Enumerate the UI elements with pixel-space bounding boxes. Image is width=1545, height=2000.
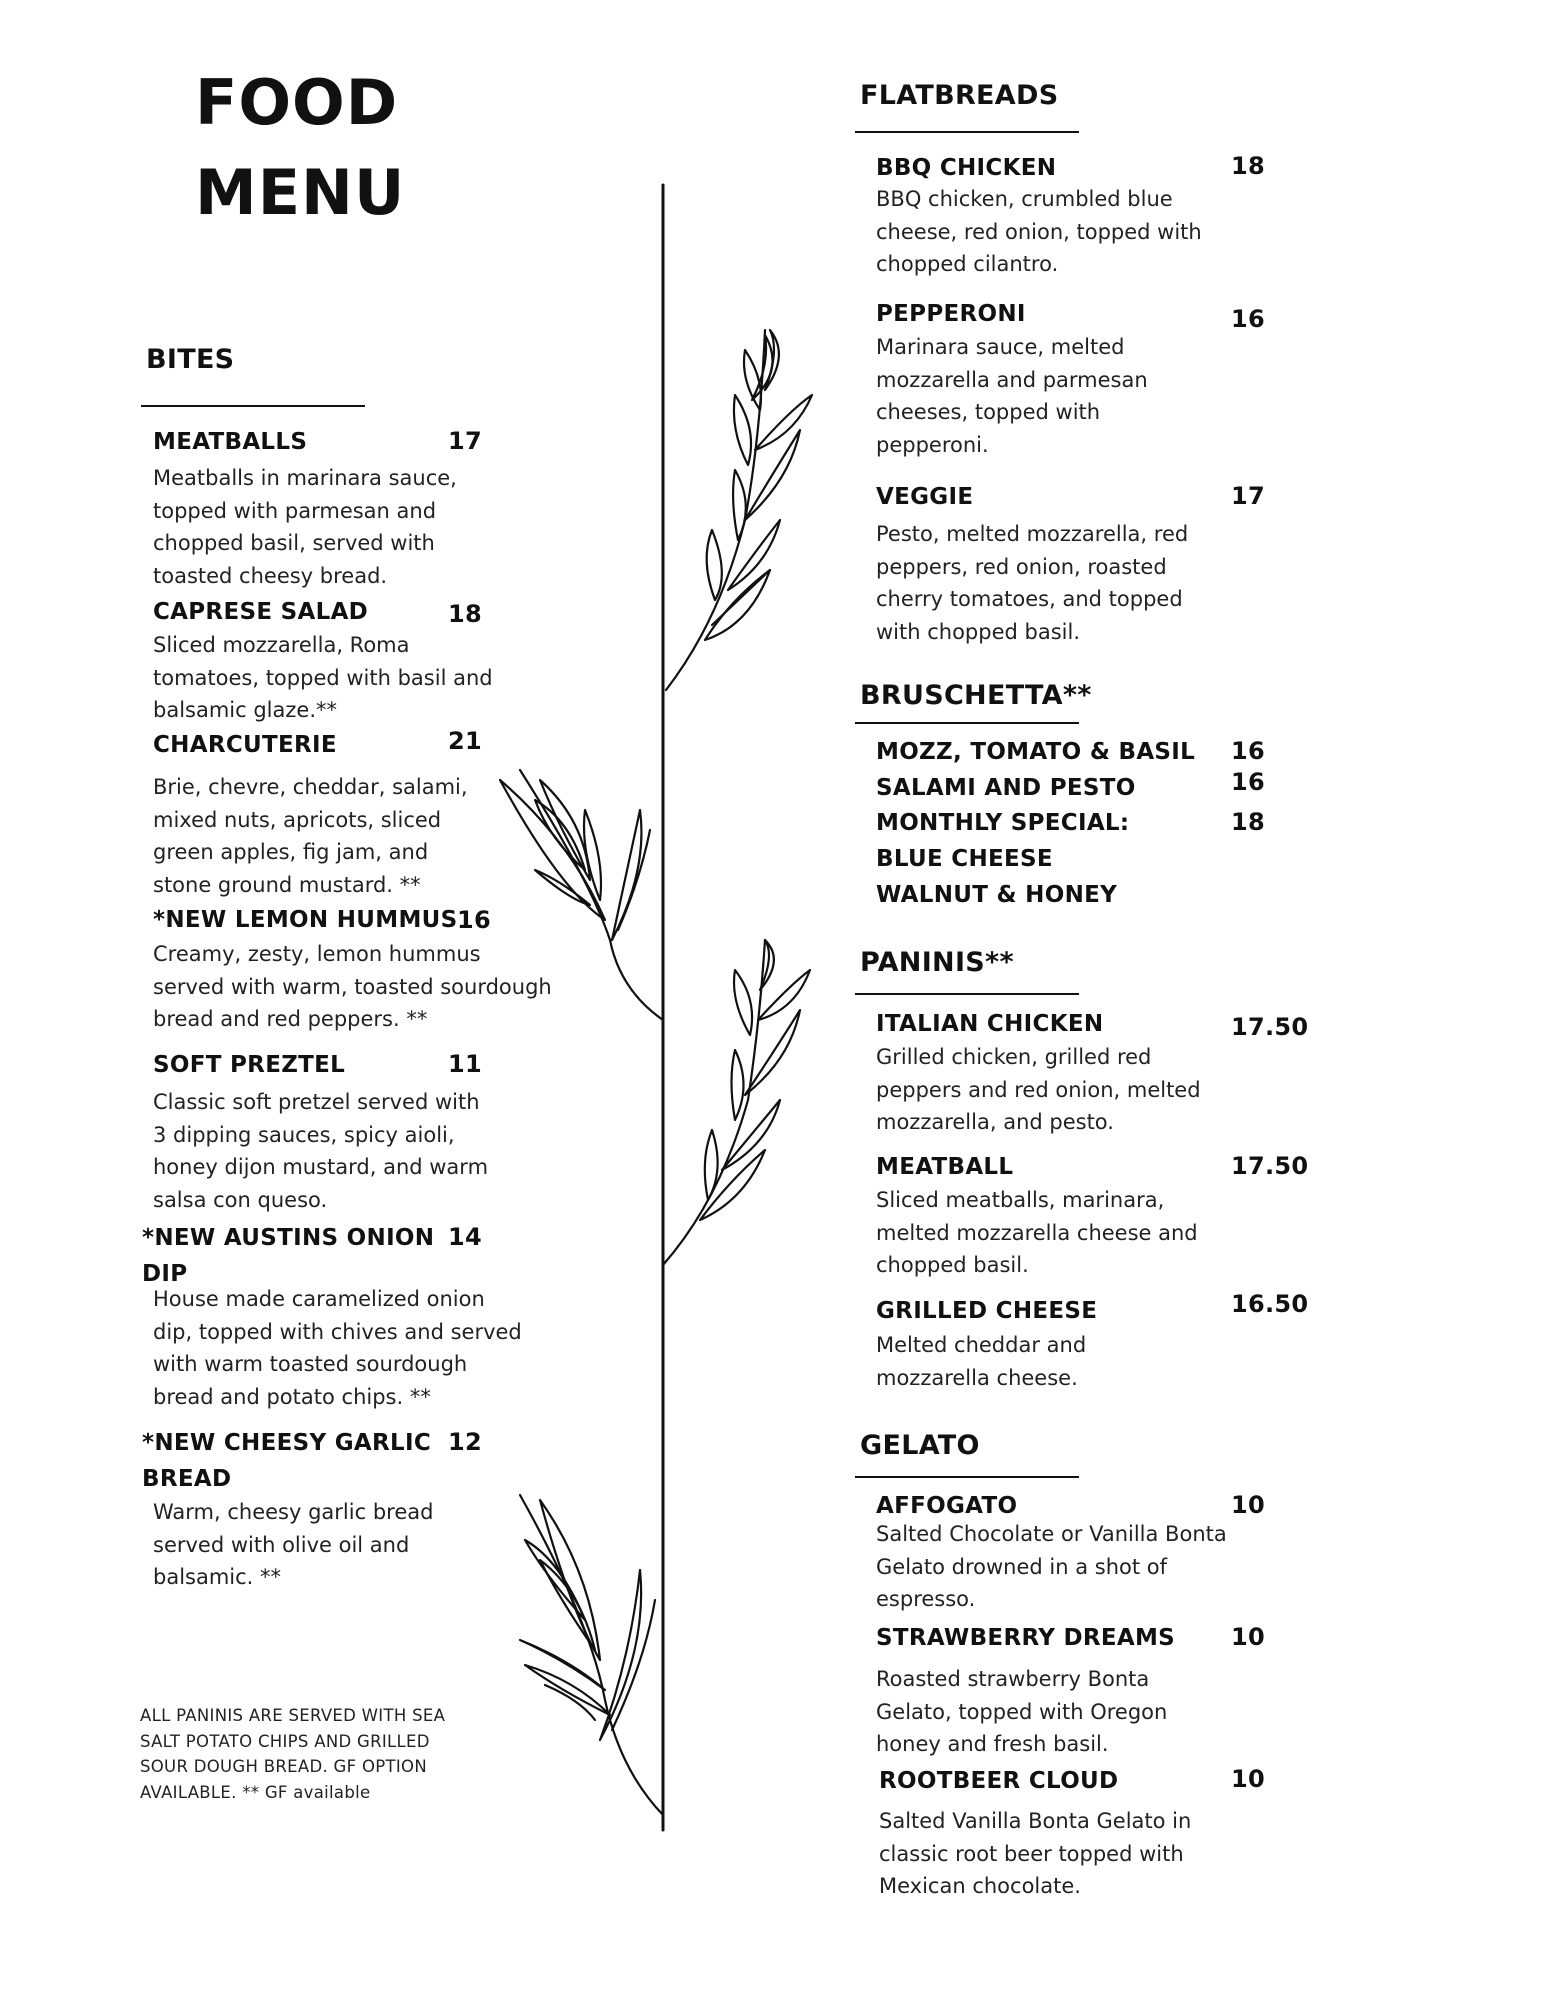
pretzel-name: SOFT PREZTEL [153, 1052, 346, 1078]
charcuterie-desc: Brie, chevre, cheddar, salami, mixed nuts, apricots, sliced green apples, fig jam, and stone ground mustard. ** [153, 775, 468, 897]
title-line-2: MENU [195, 156, 406, 229]
hummus-price: 16 [457, 906, 491, 934]
italian-chicken-name: ITALIAN CHICKEN [876, 1011, 1104, 1037]
leaf-branch-bottom [520, 1495, 663, 1815]
onion-dip-price: 14 [448, 1223, 482, 1251]
meatballs-price: 17 [448, 427, 482, 455]
onion-dip-name: *NEW AUSTINS ONION DIP [142, 1225, 435, 1287]
caprese-name: CAPRESE SALAD [153, 599, 369, 625]
flatbreads-divider [855, 131, 1079, 133]
hummus-name: *NEW LEMON HUMMUS [153, 907, 458, 933]
meatballs-name: MEATBALLS [153, 429, 308, 455]
meatball-panini-name: MEATBALL [876, 1154, 1014, 1180]
meatballs-desc: Meatballs in marinara sauce, topped with parmesan and chopped basil, served with toasted cheesy bread. [153, 466, 457, 588]
affogato-price: 10 [1231, 1491, 1265, 1519]
grilled-cheese-price: 16.50 [1231, 1290, 1309, 1318]
garlic-bread-price: 12 [448, 1428, 482, 1456]
mozz-tomato-basil-price: 16 [1231, 737, 1265, 765]
gelato-divider [855, 1476, 1079, 1478]
grilled-cheese-name: GRILLED CHEESE [876, 1298, 1098, 1324]
strawberry-dreams-price: 10 [1231, 1623, 1265, 1651]
bbq-chicken-price: 18 [1231, 152, 1265, 180]
rootbeer-cloud-price: 10 [1231, 1765, 1265, 1793]
strawberry-dreams-desc: Roasted strawberry Bonta Gelato, topped with Oregon honey and fresh basil. [876, 1667, 1168, 1756]
bruschetta-divider [855, 722, 1079, 724]
flatbreads-heading: FLATBREADS [860, 80, 1059, 111]
bruschetta-heading: BRUSCHETTA** [860, 680, 1092, 711]
caprese-desc: Sliced mozzarella, Roma tomatoes, topped with basil and balsamic glaze.** [153, 633, 493, 722]
pretzel-price: 11 [448, 1050, 482, 1078]
hummus-desc: Creamy, zesty, lemon hummus served with warm, toasted sourdough bread and red peppers. ** [153, 942, 552, 1031]
gelato-heading: GELATO [860, 1430, 980, 1461]
bites-heading: BITES [146, 344, 235, 375]
bites-divider [141, 405, 365, 407]
veggie-price: 17 [1231, 482, 1265, 510]
rootbeer-cloud-desc: Salted Vanilla Bonta Gelato in classic root beer topped with Mexican chocolate. [879, 1809, 1192, 1898]
monthly-special-price: 18 [1231, 808, 1265, 836]
onion-dip-desc: House made caramelized onion dip, topped with chives and served with warm toasted sourdough bread and potato chips. ** [153, 1287, 522, 1409]
bbq-chicken-desc: BBQ chicken, crumbled blue cheese, red onion, topped with chopped cilantro. [876, 187, 1202, 276]
italian-chicken-price: 17.50 [1231, 1013, 1309, 1041]
caprese-price: 18 [448, 600, 482, 628]
pepperoni-desc: Marinara sauce, melted mozzarella and parmesan cheeses, topped with pepperoni. [876, 335, 1148, 457]
leaf-branch-upper [666, 330, 812, 690]
paninis-heading: PANINIS** [860, 947, 1014, 978]
footnote: ALL PANINIS ARE SERVED WITH SEA SALT POTATO CHIPS AND GRILLED SOUR DOUGH BREAD. GF OPTION AVAILABLE. ** GF available [140, 1706, 446, 1802]
veggie-desc: Pesto, melted mozzarella, red peppers, red onion, roasted cherry tomatoes, and topped with chopped basil. [876, 522, 1189, 644]
grilled-cheese-desc: Melted cheddar and mozzarella cheese. [876, 1333, 1087, 1390]
strawberry-dreams-name: STRAWBERRY DREAMS [876, 1625, 1176, 1651]
salami-pesto-name: SALAMI AND PESTO [876, 775, 1136, 801]
veggie-name: VEGGIE [876, 484, 974, 510]
mozz-tomato-basil-name: MOZZ, TOMATO & BASIL [876, 739, 1196, 765]
pretzel-desc: Classic soft pretzel served with 3 dipping sauces, spicy aioli, honey dijon mustard, and warm salsa con queso. [153, 1090, 489, 1212]
pepperoni-price: 16 [1231, 305, 1265, 333]
affogato-desc: Salted Chocolate or Vanilla Bonta Gelato drowned in a shot of espresso. [876, 1522, 1227, 1611]
bbq-chicken-name: BBQ CHICKEN [876, 155, 1057, 181]
affogato-name: AFFOGATO [876, 1493, 1018, 1519]
meatball-panini-desc: Sliced meatballs, marinara, melted mozzarella cheese and chopped basil. [876, 1188, 1198, 1277]
meatball-panini-price: 17.50 [1231, 1152, 1309, 1180]
garlic-bread-desc: Warm, cheesy garlic bread served with olive oil and balsamic. ** [153, 1500, 434, 1589]
monthly-special-name: MONTHLY SPECIAL: BLUE CHEESE WALNUT & HONEY [876, 810, 1130, 908]
title-line-1: FOOD [195, 66, 399, 139]
charcuterie-name: CHARCUTERIE [153, 732, 337, 758]
salami-pesto-price: 16 [1231, 768, 1265, 796]
charcuterie-price: 21 [448, 727, 482, 755]
italian-chicken-desc: Grilled chicken, grilled red peppers and red onion, melted mozzarella, and pesto. [876, 1045, 1201, 1134]
rootbeer-cloud-name: ROOTBEER CLOUD [879, 1768, 1119, 1794]
leaf-branch-lower [663, 940, 810, 1265]
garlic-bread-name: *NEW CHEESY GARLIC BREAD [142, 1430, 432, 1492]
paninis-divider [855, 993, 1079, 995]
pepperoni-name: PEPPERONI [876, 301, 1026, 327]
